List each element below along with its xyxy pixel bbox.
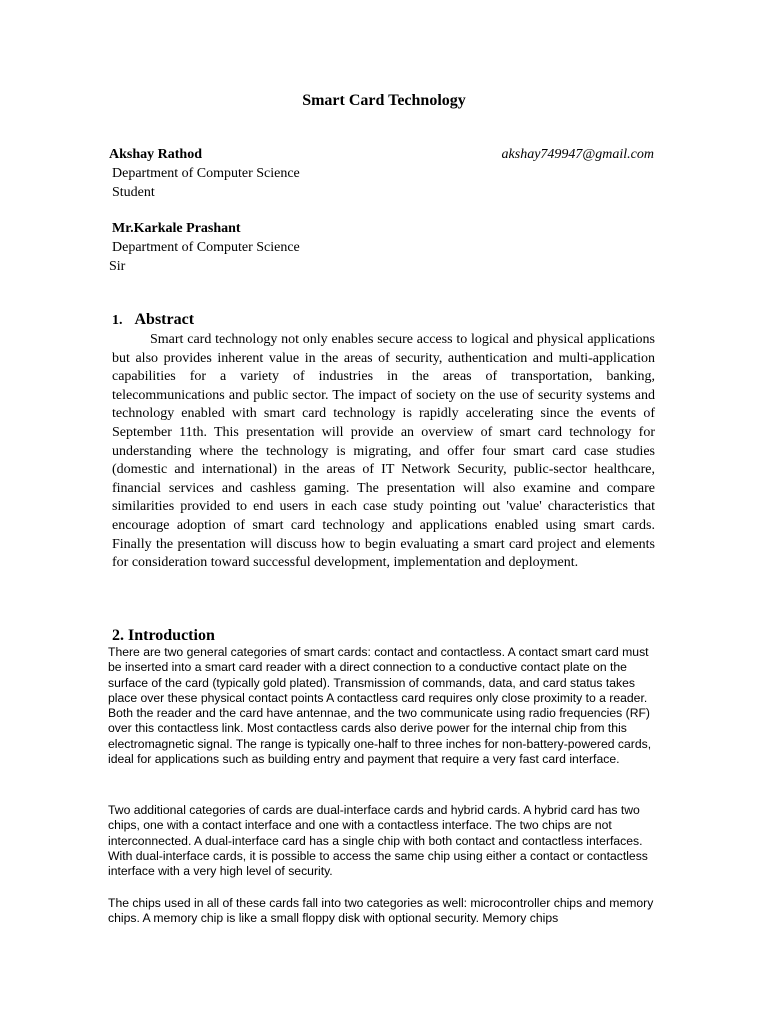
author1-name: Akshay Rathod xyxy=(109,147,202,162)
paper-title: Smart Card Technology xyxy=(302,92,466,109)
introduction-paragraph-3: The chips used in all of these cards fall into two categories as well: microcontroller chips and memory chips. A memory chip is like a small floppy disk with optional security. Memory chips xyxy=(108,896,654,926)
abstract-body: Smart card technology not only enables secure access to logical and physical applications but also provides inherent value in the areas of security, authentication and multi-application capabilities for a variety of industries in the areas of transportation, banking, telecommunications and public sector. The impact of society on the use of security systems and technology enabled with smart card technology is rapidly accelerating since the events of September 11th. This presentation will provide an overview of smart card technology for understanding where the technology is migrating, and offer four smart card case studies (domestic and international) in the areas of IT Network Security, public-sector healthcare, financial services and cashless gaming. The presentation will also examine and compare similarities provided to end users in each case study pointing out 'value' characteristics that encourage adoption of smart card technology and applications enabled using smart cards. Finally the presentation will discuss how to begin evaluating a smart card project and elements for consideration toward successful development, implementation and deployment. xyxy=(112,332,655,571)
abstract-heading xyxy=(112,311,194,329)
author1-department: Department of Computer Science xyxy=(112,166,300,181)
introduction-paragraph-1: There are two general categories of smart cards: contact and contactless. A contact smart card must be inserted into a smart card reader with a direct connection to a conductive contact plate on the surface of the card (typically gold plated). Transmission of commands, data, and card status takes place over these physical contact points A contactless card requires only close proximity to a reader. Both the reader and the card have antennae, and the two communicate using radio frequencies (RF) over this contactless link. Most contactless cards also derive power for the internal chip from this electromagnetic signal. The range is typically one-half to three inches for non-battery-powered cards, ideal for applications such as building entry and payment that require a very fast card interface. xyxy=(108,645,652,767)
author1-email[interactable]: akshay749947@gmail.com xyxy=(501,147,654,162)
author2-role: Sir xyxy=(109,259,126,274)
author2-department: Department of Computer Science xyxy=(112,240,300,255)
author1-role: Student xyxy=(112,185,155,200)
abstract-number: 1. xyxy=(112,313,123,328)
introduction-paragraph-2: Two additional categories of cards are dual-interface cards and hybrid cards. A hybrid card has two chips, one with a contact interface and one with a contactless interface. The two chips are not interconnected. A dual-interface card has a single chip with both contact and contactless interfaces. With dual-interface cards, it is possible to access the same chip using either a contact or contactless interface with a very high level of security. xyxy=(108,803,648,879)
author2-name: Mr.Karkale Prashant xyxy=(112,221,241,236)
introduction-heading: 2. Introduction xyxy=(112,627,215,644)
abstract-heading-text: Abstract xyxy=(134,311,195,328)
